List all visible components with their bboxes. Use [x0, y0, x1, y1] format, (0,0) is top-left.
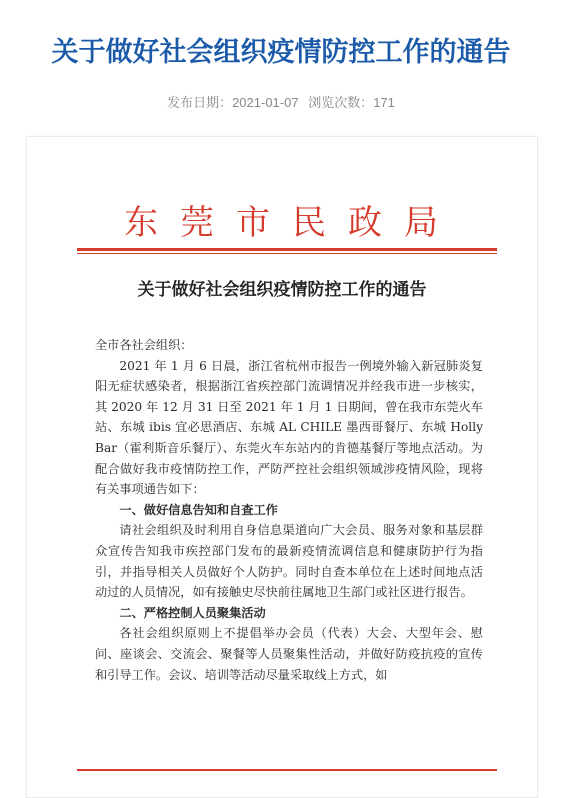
org-letterhead: 东莞市民政局 — [124, 203, 460, 243]
document-title: 关于做好社会组织疫情防控工作的通告 — [137, 280, 427, 300]
page-title: 关于做好社会组织疫情防控工作的通告 — [51, 37, 511, 68]
view-count: 浏览次数：171 — [308, 95, 395, 110]
salutation: 全市各社会组织： — [95, 338, 193, 352]
intro-paragraph: 2021 年 1 月 6 日晨，浙江省杭州市报告一例境外输入新冠肺炎复阳无症状感染者，根据浙江省疾控部门流调情况并经我市进一步核实，其 2020 年 12 月 31 日至 2021 年 1 月 1 日期间，曾在我市东莞火车站、东城 ibis 宜必思酒店、东城 AL CHILE 墨西哥餐厅、东城 Holly Bar（霍利斯音乐餐厅）、东莞火车东站内的肯德基餐厅等地点活动。为配合做好我市疫情防控工作，严防严控社会组织领域涉疫情风险，现将有关事项通告如下： — [95, 358, 483, 497]
section-heading: 一、做好信息告知和自查工作 — [119, 502, 278, 517]
article-meta — [0, 92, 562, 111]
section-paragraph: 请社会组织及时利用自身信息渠道向广大会员、服务对象和基层群众宣传告知我市疾控部门发布的最新疫情流调信息和健康防护行为指引，并指导相关人员做好个人防护。同时自查本单位在上述时间地点活动过的人员情况，如有接触史尽快前往属地卫生部门或社区进行报告。 — [95, 523, 483, 600]
document-body — [95, 335, 483, 685]
bottom-rule — [77, 769, 497, 771]
document-image — [26, 136, 538, 798]
publish-date: 发布日期：2021-01-07 — [167, 95, 299, 110]
letterhead-rule — [77, 248, 497, 251]
section-heading: 二、严格控制人员聚集活动 — [119, 605, 266, 620]
section-paragraph: 各社会组织原则上不提倡举办会员（代表）大会、大型年会、慰问、座谈会、交流会、聚餐等人员聚集性活动，并做好防疫抗疫的宣传和引导工作。会议、培训等活动尽量采取线上方式，如 — [95, 626, 483, 682]
letterhead-rule-thin — [77, 253, 497, 254]
